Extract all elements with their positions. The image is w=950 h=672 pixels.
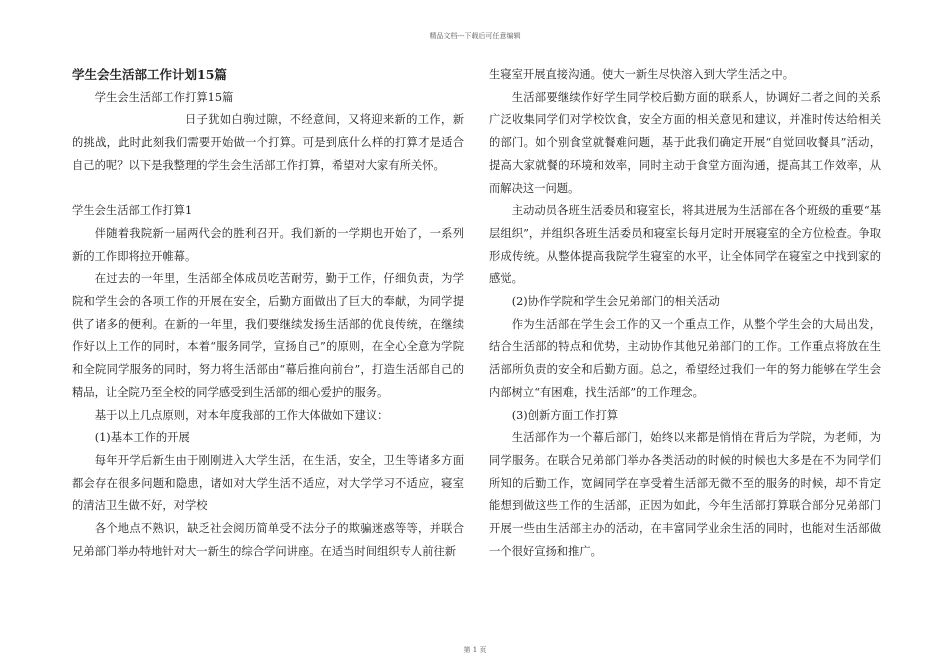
paragraph: 每年开学后新生由于刚刚进入大学生活，在生活，安全，卫生等诸多方面都会存在很多问题和隐患，诸如对大学生活不适应，对大学学习不适应，寝室的清洁卫生做不好，对学校 (72, 453, 464, 513)
page-header: 精品文档---下载后可任意编辑 (429, 32, 521, 40)
section-heading: 学生会生活部工作打算1 (72, 204, 193, 218)
intro-paragraph: 日子犹如白驹过隙，不经意间，又将迎来新的工作，新的挑战，此时此刻我们需要开始做一个打算。可是到底什么样的打算才是适合自己的呢？以下是我整理的学生会生活部工作打算，希望对大家有所关怀。 (72, 113, 464, 172)
subheading: (2)协作学院和学生会兄弟部门的相关活动 (511, 295, 720, 309)
paragraph: 作为生活部在学生会工作的又一个重点工作，从整个学生会的大局出发，结合生活部的特点和优势，主动协作其他兄弟部门的工作。工作重点将放在生活部所负责的安全和后勤方面。总之，希望经过我们一年的努力能够在学生会内部树立“有困难，找生活部”的工作理念。 (489, 317, 881, 399)
left-column (72, 64, 464, 563)
right-column (489, 64, 881, 563)
page-footer: 第 1 页 (463, 646, 487, 654)
subheading: (1)基本工作的开展 (94, 431, 190, 445)
paragraph: 生寝室开展直接沟通。使大一新生尽快溶入到大学生活之中。 (489, 68, 795, 81)
paragraph: 生活部要继续作好学生同学校后勤方面的联系人，协调好二者之间的关系广泛收集同学们对学校饮食，安全方面的相关意见和建议，并准时传达给相关的部门。如个别食堂就餐难问题，基于此我们确定开展“自觉回收餐具”活动，提高大家就餐的环境和效率，同时主动于食堂方面沟通，提高其工作效率，从而解决这一问题。 (489, 90, 881, 195)
paragraph: 基于以上几点原则，对本年度我部的工作大体做如下建议： (94, 408, 389, 422)
paragraph: 主动动员各班生活委员和寝室长，将其进展为生活部在各个班级的重要“基层组织”，并组织各班生活委员和寝室长每月定时开展寝室的全方位检查。争取形成传统。从整体提高我院学生寝室的水平，让全体同学在寝室之中找到家的感觉。 (489, 204, 881, 286)
document-title: 学生会生活部工作计划15篇 (72, 67, 227, 82)
subheading: (3)创新方面工作打算 (511, 408, 619, 422)
document-subtitle: 学生会生活部工作打算15篇 (94, 90, 234, 104)
paragraph: 在过去的一年里，生活部全体成员吃苦耐劳，勤于工作，仔细负责，为学院和学生会的各项工作的开展在安全，后勤方面做出了巨大的奉献，为同学提供了诸多的便利。在新的一年里，我们要继续发扬生活部的优良传统，在继续作好以上工作的同时，本着“服务同学，宣扬自己”的原则，在全心全意为学院和全院同学服务的同时，努力将生活部由“幕后推向前台”，打造生活部自己的精品，让全院乃至全校的同学感受到生活部的细心爱护的服务。 (72, 272, 464, 399)
paragraph: 伴随着我院新一届两代会的胜利召开。我们新的一学期也开始了，一系列新的工作即将拉开帷幕。 (72, 226, 464, 263)
paragraph: 生活部作为一个幕后部门，始终以来都是悄悄在背后为学院，为老师，为同学服务。在联合兄弟部门举办各类活动的时候的时候也大多是在不为同学们所知的后勤工作，宽阔同学在享受着生活部无微不至的服务的时候，却不肯定能想到做这些工作的生活部，正因为如此，今年生活部打算联合部分兄弟部门开展一些由生活部主办的活动，在丰富同学业余生活的同时，也能对生活部做一个很好宣扬和推广。 (489, 431, 881, 558)
paragraph: 各个地点不熟识，缺乏社会阅历简单受不法分子的欺骗迷惑等等，并联合兄弟部门举办特地针对大一新生的综合学问讲座。在适当时间组织专人前往新 (72, 522, 464, 558)
